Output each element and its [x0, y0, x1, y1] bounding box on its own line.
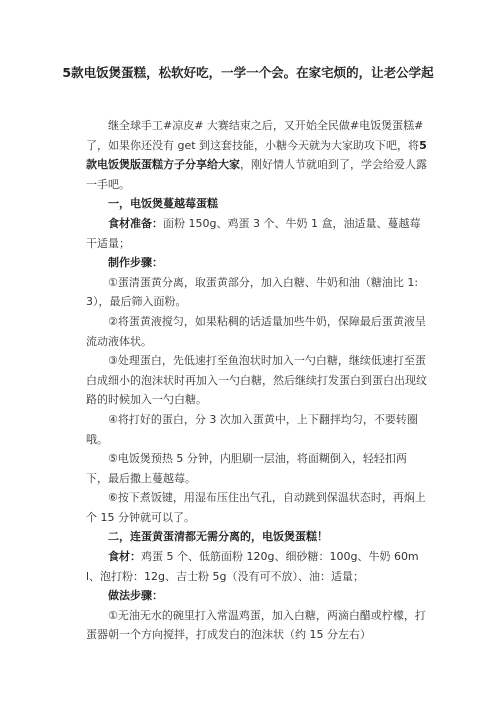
- step-item: ①无油无水的碗里打入常温鸡蛋，加入白糖，两滴白醋或柠檬，打蛋器朝一个方向搅拌，打成发白的泡沫状（约 15 分左右）: [86, 608, 426, 642]
- page-title: 5款电饭煲蛋糕，松软好吃，一学一个会。在家宅烦的，让老公学起: [62, 65, 434, 80]
- ingredients-text: 面粉 150g、鸡蛋 3 个、牛奶 1 盒，油适量、蔓越莓干适量；: [86, 216, 421, 250]
- intro-paragraph: [86, 116, 428, 194]
- ingredients-paragraph: [86, 214, 428, 253]
- section-heading: 二，连蛋黄蛋清都无需分离的，电饭煲蛋糕！: [108, 530, 328, 544]
- intro-highlight: 5款电饭煲版蛋糕方子分享给大家: [86, 138, 427, 172]
- step-item: ⑥按下煮饭键，用湿布压住出气孔，自动跳到保温状态时，再焖上个 15 分钟就可以了。: [86, 491, 426, 524]
- step-item: ③处理蛋白，先低速打至鱼泡状时加入一勺白糖，继续低速打至蛋白成细小的泡沫状时再加入一勺白糖，然后继续打发蛋白到蛋白出现纹路的时候加入一勺白糖。: [86, 354, 427, 407]
- steps-label: 制作步骤：: [108, 256, 163, 270]
- step-item: ①蛋清蛋黄分离，取蛋黄部分，加入白糖、牛奶和油（糖油比 1:3），最后筛入面粉。: [86, 275, 419, 309]
- step-item: ④将打好的蛋白，分 3 次加入蛋黄中，上下翻拌均匀，不要转圈哦。: [86, 412, 418, 446]
- ingredients-text: 鸡蛋 5 个、低筋面粉 120g、细砂糖：100g、牛奶 60ml、泡打粉：12g、吉士粉 5g（没有可不放）、油：适量；: [86, 550, 419, 583]
- steps-label: 做法步骤：: [108, 589, 163, 603]
- article-body: [86, 116, 428, 645]
- step-item: ⑤电饭煲预热 5 分钟，内胆刷一层油，将面糊倒入，轻轻扣两下，最后撒上蔓越莓。: [86, 452, 407, 485]
- step-item: ②将蛋黄液搅匀，如果粘稠的话适量加些牛奶，保障最后蛋黄液呈流动液体状。: [86, 314, 426, 348]
- section-heading: 一，电饭煲蔓越莓蛋糕: [108, 197, 218, 211]
- intro-text-2: ，刚好情人节就咱到了，学会给爱人露一手吧。: [86, 158, 427, 191]
- ingredients-paragraph: [86, 547, 428, 586]
- ingredients-label: 食材：: [108, 550, 141, 564]
- ingredients-label: 食材准备：: [108, 216, 163, 230]
- intro-text-1: 继全球手工#凉皮# 大赛结束之后，又开始全民做#电饭煲蛋糕#了，如果你还没有 get 到这套技能，小糖今天就为大家助攻下吧，将: [86, 119, 424, 152]
